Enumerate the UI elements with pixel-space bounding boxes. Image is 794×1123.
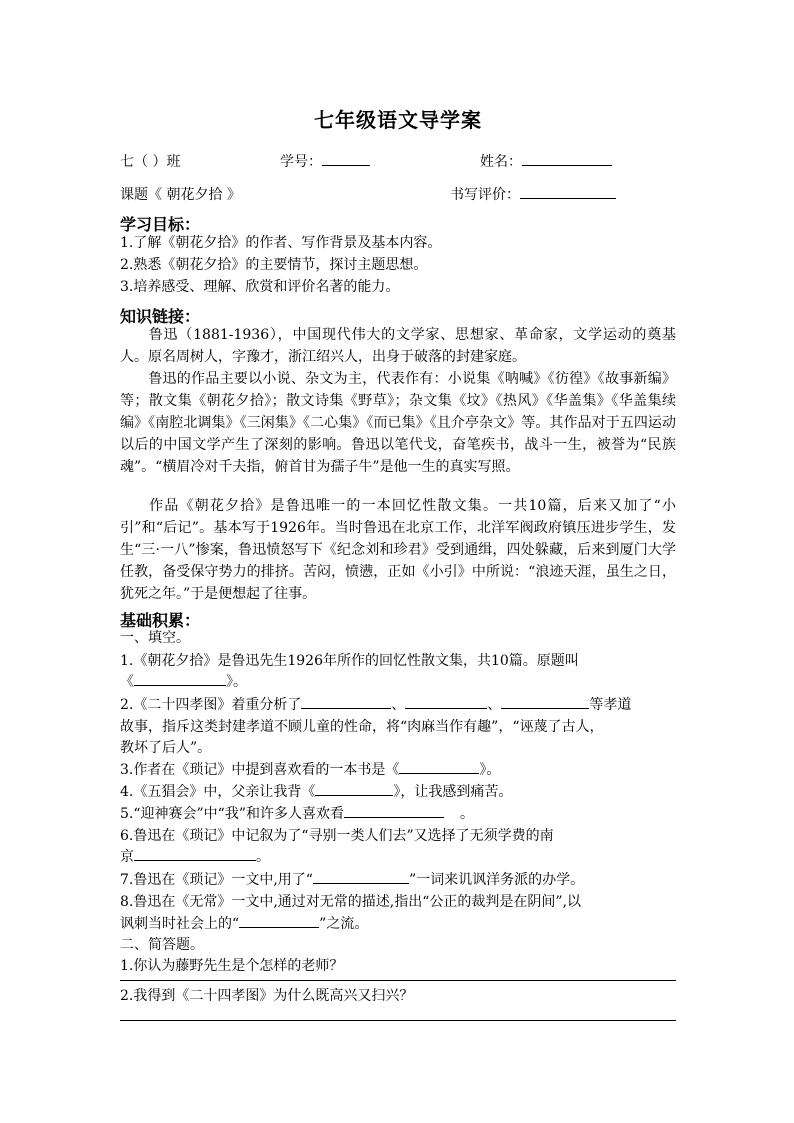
name-label: 姓名： bbox=[480, 151, 612, 171]
lesson-label: 课题《 朝花夕拾 》 bbox=[120, 187, 241, 203]
answer-blank[interactable] bbox=[301, 694, 391, 709]
answer-blank[interactable] bbox=[313, 869, 409, 884]
goals-heading: 学习目标： bbox=[120, 215, 201, 234]
name-blank[interactable] bbox=[522, 151, 612, 166]
class-label: 七（ ）班 bbox=[120, 154, 181, 170]
answer-blank[interactable] bbox=[239, 913, 319, 928]
short-answer-2: 2.我得到《二十四孝图》为什么既高兴又扫兴？ bbox=[120, 988, 414, 1004]
question-8-cont: 讽刺当时社会上的“ ”之流。 bbox=[120, 913, 676, 935]
answer-blank[interactable] bbox=[405, 694, 487, 709]
short-answer-1: 1.你认为藤野先生是个怎样的老师？ bbox=[120, 958, 344, 974]
question-7: 7.鲁迅在《琐记》一文中,用了“ ”一词来讥讽洋务派的办学。 bbox=[120, 869, 676, 891]
knowledge-heading: 知识链接： bbox=[120, 307, 201, 326]
student-no-blank[interactable] bbox=[322, 151, 370, 166]
basics-heading: 基础积累： bbox=[120, 611, 201, 630]
question-2: 2.《二十四孝图》着重分析了 、 、 等孝道 bbox=[120, 694, 676, 716]
question-6-cont: 京 。 bbox=[120, 846, 676, 868]
knowledge-paragraph: 作品《朝花夕拾》是鲁迅唯一的一本回忆性散文集。一共10篇，后来又加了“小引”和“后记”。基本写于1926年。当时鲁迅在北京工作，北洋军阀政府镇压进步学生，发生“三·一八”惨案，鲁迅愤怒写下《纪念刘和珍君》受到通缉，四处躲藏，后来到厦门大学任教，备受保守势力的排挤。苦闷，愤懑，正如《小引》中所说：“浪迹天涯，虽生之日，犹死之年。”于是便想起了往事。 bbox=[120, 498, 676, 602]
answer-line[interactable] bbox=[120, 980, 676, 981]
goal-item: 2.熟悉《朝花夕拾》的主要情节，探讨主题思想。 bbox=[120, 257, 428, 273]
answer-blank[interactable] bbox=[501, 694, 589, 709]
knowledge-paragraph: 鲁迅的作品主要以小说、杂文为主，代表作有：小说集《呐喊》《彷徨》《故事新编》等；散文集《朝花夕拾》；散文诗集《野草》；杂文集《坟》《热风》《华盖集》《华盖集续编》《南腔北调集》《三闲集》《二心集》《而已集》《且介亭杂文》等。其作品对于五四运动以后的中国文学产生了深刻的影响。鲁迅以笔代戈，奋笔疾书，战斗一生，被誉为“民族魂”。“横眉冷对千夫指，俯首甘为孺子牛”是他一生的真实写照。 bbox=[120, 371, 676, 475]
short-answer-section-label: 二、简答题。 bbox=[120, 937, 204, 953]
answer-blank[interactable] bbox=[134, 671, 226, 686]
question-5: 5.“迎神赛会”中“我”和许多人喜欢看 。 bbox=[120, 803, 676, 825]
question-2-cont: 故事，指斥这类封建孝道不顾儿童的性命，将“肉麻当作有趣”，“诬蔑了古人， bbox=[120, 719, 604, 735]
question-4: 4.《五猖会》中，父亲让我背《 》，让我感到痛苦。 bbox=[120, 781, 676, 803]
goal-item: 1.了解《朝花夕拾》的作者、写作背景及基本内容。 bbox=[120, 235, 442, 251]
question-8: 8.鲁迅在《无常》一文中,通过对无常的描述,指出“公正的裁判是在阴间”,以 bbox=[120, 894, 582, 910]
question-2-cont: 教坏了后人”。 bbox=[120, 740, 212, 756]
goal-item: 3.培养感受、理解、欣赏和评价名著的能力。 bbox=[120, 279, 400, 295]
writing-eval-label: 书写评价： bbox=[450, 184, 616, 204]
page-title: 七年级语文导学案 bbox=[314, 108, 482, 132]
question-1: 1.《朝花夕拾》是鲁迅先生1926年所作的回忆性散文集，共10篇。原题叫 bbox=[120, 653, 579, 669]
knowledge-paragraph: 鲁迅（1881-1936），中国现代伟大的文学家、思想家、革命家，文学运动的奠基人。原名周树人，字豫才，浙江绍兴人，出身于破落的封建家庭。 bbox=[120, 327, 676, 365]
student-no-label: 学号： bbox=[280, 151, 370, 171]
question-1-blank-line: 《 》。 bbox=[120, 671, 676, 693]
answer-blank[interactable] bbox=[315, 781, 393, 796]
fill-section-label: 一、填空。 bbox=[120, 630, 190, 646]
question-6: 6.鲁迅在《琐记》中记叙为了“寻别一类人们去”又选择了无须学费的南 bbox=[120, 828, 554, 844]
answer-blank[interactable] bbox=[134, 846, 256, 861]
answer-blank[interactable] bbox=[399, 759, 479, 774]
question-3: 3.作者在《琐记》中提到喜欢看的一本书是《 》。 bbox=[120, 759, 676, 781]
writing-eval-blank[interactable] bbox=[520, 184, 616, 199]
answer-line[interactable] bbox=[120, 1020, 676, 1021]
answer-blank[interactable] bbox=[344, 803, 444, 818]
